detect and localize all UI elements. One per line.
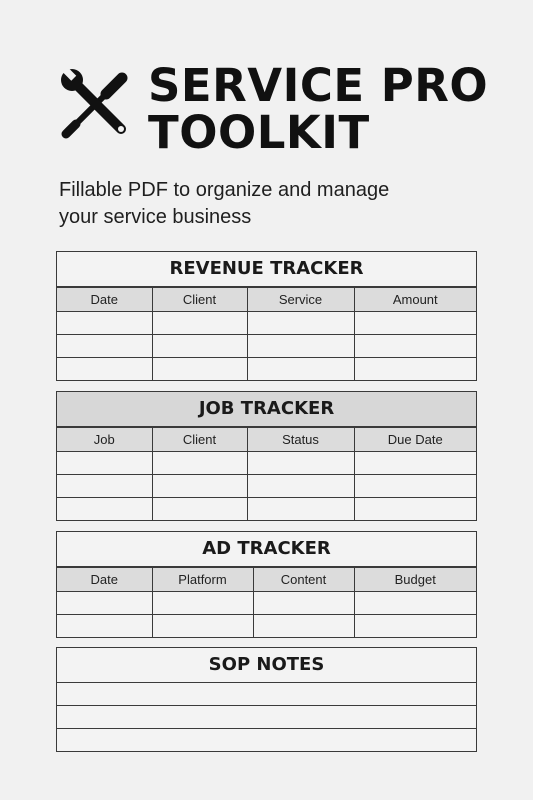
fillable-cell[interactable] [57,358,152,381]
ad-tracker-title: AD TRACKER [57,532,476,567]
note-line[interactable] [57,729,476,751]
fillable-cell[interactable] [354,312,476,335]
fillable-cell[interactable] [152,452,247,475]
subtitle-line-1: Fillable PDF to organize and manage [59,179,390,201]
fillable-cell[interactable] [152,592,253,615]
fillable-cell[interactable] [57,312,152,335]
fillable-cell[interactable] [152,475,247,498]
fillable-cell[interactable] [354,475,476,498]
fillable-cell[interactable] [57,615,152,638]
column-header-platform: Platform [152,568,253,592]
wrench-screwdriver-icon [58,66,134,142]
fillable-cell[interactable] [152,312,247,335]
table-header-row [57,288,476,312]
header [58,59,498,162]
fillable-cell[interactable] [253,592,354,615]
table-row [57,452,476,475]
fillable-cell[interactable] [247,452,354,475]
fillable-cell[interactable] [57,452,152,475]
title-line-2: TOOLKIT [148,106,370,159]
ad-tracker-table [57,567,476,637]
column-header-job: Job [57,428,152,452]
column-header-amount: Amount [354,288,476,312]
fillable-cell[interactable] [354,615,476,638]
fillable-cell[interactable] [354,358,476,381]
revenue-tracker-section [56,251,477,381]
column-header-client: Client [152,288,247,312]
fillable-cell[interactable] [57,475,152,498]
job-tracker-title: JOB TRACKER [57,392,476,427]
table-row [57,335,476,358]
fillable-cell[interactable] [152,335,247,358]
fillable-cell[interactable] [152,358,247,381]
fillable-cell[interactable] [57,335,152,358]
note-line[interactable] [57,706,476,729]
column-header-due-date: Due Date [354,428,476,452]
fillable-cell[interactable] [57,592,152,615]
fillable-cell[interactable] [253,615,354,638]
column-header-date: Date [57,568,152,592]
fillable-cell[interactable] [354,335,476,358]
job-tracker-table [57,427,476,520]
table-header-row [57,428,476,452]
table-row [57,498,476,521]
page-title [148,59,489,159]
fillable-cell[interactable] [247,498,354,521]
fillable-cell[interactable] [57,498,152,521]
table-header-row [57,568,476,592]
column-header-status: Status [247,428,354,452]
column-header-content: Content [253,568,354,592]
table-row [57,312,476,335]
table-row [57,358,476,381]
column-header-service: Service [247,288,354,312]
fillable-cell[interactable] [247,475,354,498]
title-line-1: SERVICE PRO [148,59,489,112]
sop-notes-section [56,647,477,752]
fillable-cell[interactable] [152,615,253,638]
table-row [57,615,476,638]
subtitle-line-2: your service business [59,206,252,228]
fillable-cell[interactable] [247,312,354,335]
fillable-cell[interactable] [354,592,476,615]
fillable-cell[interactable] [152,498,247,521]
ad-tracker-section [56,531,477,638]
sop-notes-title: SOP NOTES [57,648,476,683]
column-header-client: Client [152,428,247,452]
job-tracker-section [56,391,477,521]
note-line[interactable] [57,683,476,706]
subtitle [59,177,479,231]
fillable-cell[interactable] [247,358,354,381]
fillable-cell[interactable] [354,498,476,521]
column-header-budget: Budget [354,568,476,592]
revenue-tracker-table [57,287,476,380]
revenue-tracker-title: REVENUE TRACKER [57,252,476,287]
fillable-cell[interactable] [247,335,354,358]
table-row [57,592,476,615]
column-header-date: Date [57,288,152,312]
table-row [57,475,476,498]
fillable-cell[interactable] [354,452,476,475]
